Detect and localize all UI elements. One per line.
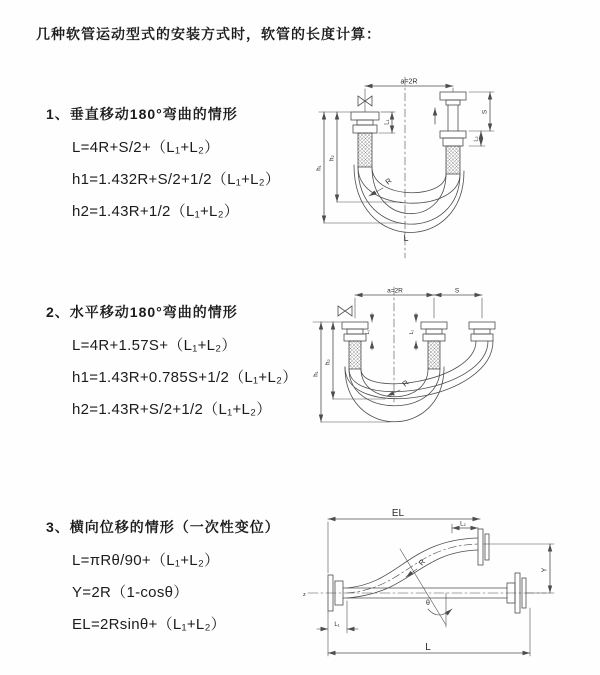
d3-upper-flange xyxy=(478,529,489,565)
d3-dim-label-l2: L₂ xyxy=(460,521,466,528)
d2-left-fitting xyxy=(342,322,368,369)
d3-dim-label-el: EL xyxy=(391,508,405,519)
section-2-formula-L: L=4R+1.57S+（L₁+L₂） xyxy=(72,337,237,354)
d1-hose-curves xyxy=(354,165,464,233)
d2-dim-label-l2: L₂ xyxy=(409,329,415,335)
d1-dim-label-l1: L₁ xyxy=(384,119,391,125)
section-3-formula-L: L=πRθ/90+（L₁+L₂） xyxy=(72,552,220,569)
d2-dim-label-a2r: a=2R xyxy=(387,287,403,295)
section-3-formula-Y: Y=2R（1-cosθ） xyxy=(72,584,189,601)
section-2-formula-h1: h1=1.43R+0.785S+1/2（L₁+L₂） xyxy=(72,369,298,386)
section-2-heading: 2、水平移动180°弯曲的情形 xyxy=(46,304,238,320)
d1-dim-label-s: S xyxy=(481,109,489,115)
d1-dim-label-h2: h₂ xyxy=(329,155,336,161)
d1-right-fitting xyxy=(440,92,466,174)
d3-angle-label: θ xyxy=(426,600,430,607)
diagram-lateral-displacement xyxy=(300,505,600,670)
d3-dim-label-l1: L₁ xyxy=(334,622,340,628)
d1-valve-icon xyxy=(358,89,372,112)
d3-radius-label: R xyxy=(416,557,428,568)
d3-curved-hose xyxy=(347,538,478,598)
d2-dim-label-h1: h₁ xyxy=(313,371,320,377)
d1-length-label: L xyxy=(403,233,409,243)
d2-dim-label-s: S xyxy=(454,287,460,295)
diagram-horizontal-180-bend xyxy=(305,282,595,462)
diagram-vertical-180-bend xyxy=(313,72,498,262)
d2-radius-label: R xyxy=(400,378,411,389)
d2-dim-label-h2: h₂ xyxy=(325,359,332,365)
d1-dimension-lines xyxy=(316,86,494,223)
d2-hose-curves xyxy=(345,341,493,422)
d3-dim-label-l: L xyxy=(425,642,431,653)
d3-dim-label-y: Y xyxy=(541,567,549,573)
d1-dim-label-a2r: a=2R xyxy=(400,78,418,86)
d1-dim-label-l2: L₂ xyxy=(473,136,480,142)
d2-right-fitting xyxy=(469,322,495,341)
section-3-formula-EL: EL=2Rsinθ+（L₁+L₂） xyxy=(72,616,226,633)
d1-radius-label: R xyxy=(383,176,394,187)
section-1-formula-L: L=4R+S/2+（L₁+L₂） xyxy=(72,139,220,156)
d2-valve-icon xyxy=(338,306,352,316)
d2-middle-fitting xyxy=(421,322,447,369)
section-2-formula-h2: h2=1.43R+S/2+1/2（L₁+L₂） xyxy=(72,401,272,418)
section-1-formula-h2: h2=1.43R+1/2（L₁+L₂） xyxy=(72,203,240,220)
d1-dim-label-h1: h₁ xyxy=(316,165,323,171)
d1-left-fitting xyxy=(351,112,379,167)
section-1-heading: 1、垂直移动180°弯曲的情形 xyxy=(46,106,238,122)
page-title: 几种软管运动型式的安装方式时，软管的长度计算： xyxy=(36,26,381,42)
d2-dim-label-l1: L₁ xyxy=(365,329,371,335)
section-1-formula-h1: h1=1.432R+S/2+1/2（L₁+L₂） xyxy=(72,171,281,188)
section-3-heading: 3、横向位移的情形（一次性变位） xyxy=(46,519,280,535)
d3-centerline-mark: z xyxy=(303,592,306,598)
